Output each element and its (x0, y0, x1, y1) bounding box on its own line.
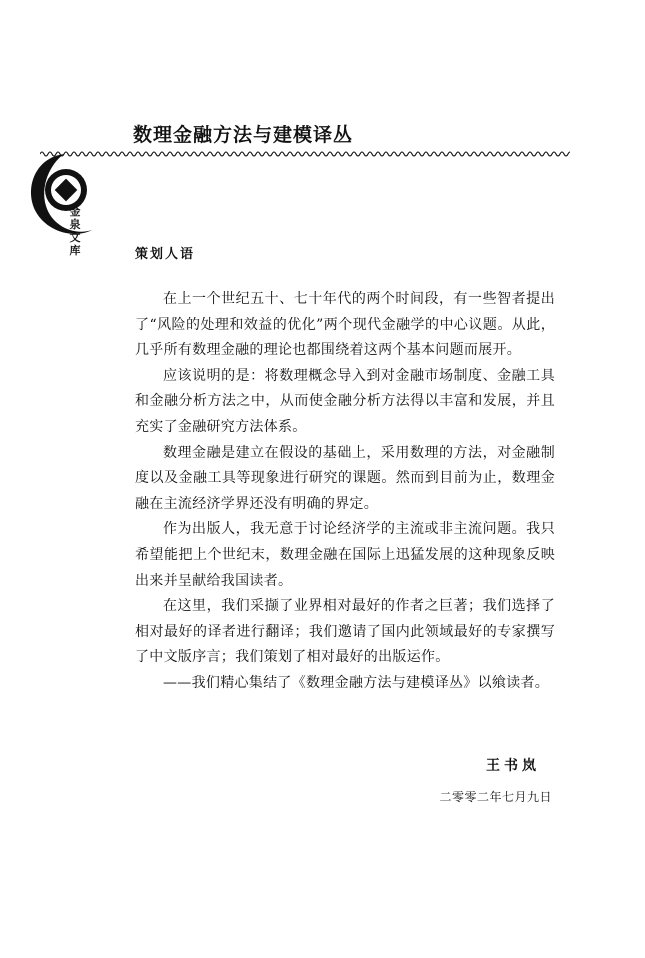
imprint-logo-text: 金泉文库 (69, 205, 81, 257)
section-heading: 策划人语 (135, 247, 196, 262)
paragraph-4: 作为出版人，我无意于讨论经济学的主流或非主流问题。我只希望能把上个世纪末，数理金融在国际上迅猛发展的这种现象反映出来并呈献给我国读者。 (135, 521, 555, 589)
paragraph-5: 在这里，我们采撷了业界相对最好的作者之巨著；我们选择了相对最好的译者进行翻译；我们邀请了国内此领域最好的专家撰写了中文版序言；我们策划了相对最好的出版运作。 (135, 598, 555, 666)
coin-logo-icon (24, 150, 104, 265)
wavy-divider (40, 149, 570, 159)
preface-body (135, 287, 555, 697)
paragraph-6: ——我们精心集结了《数理金融方法与建模译丛》以飨读者。 (163, 674, 550, 691)
series-title: 数理金融方法与建模译丛 (133, 124, 354, 146)
signature-date: 二零零二年七月九日 (439, 790, 552, 804)
paragraph-3: 数理金融是建立在假设的基础上，采用数理的方法，对金融制度以及金融工具等现象进行研究的课题。然而到目前为止，数理金融在主流经济学界还没有明确的界定。 (135, 444, 555, 512)
signature: 王书岚 (486, 758, 540, 774)
paragraph-1: 在上一个世纪五十、七十年代的两个时间段，有一些智者提出了“风险的处理和效益的优化”两个现代金融学的中心议题。从此，几乎所有数理金融的理论也都围绕着这两个基本问题而展开。 (135, 291, 555, 359)
paragraph-2: 应该说明的是：将数理概念导入到对金融市场制度、金融工具和金融分析方法之中，从而使金融分析方法得以丰富和发展，并且充实了金融研究方法体系。 (135, 367, 555, 435)
